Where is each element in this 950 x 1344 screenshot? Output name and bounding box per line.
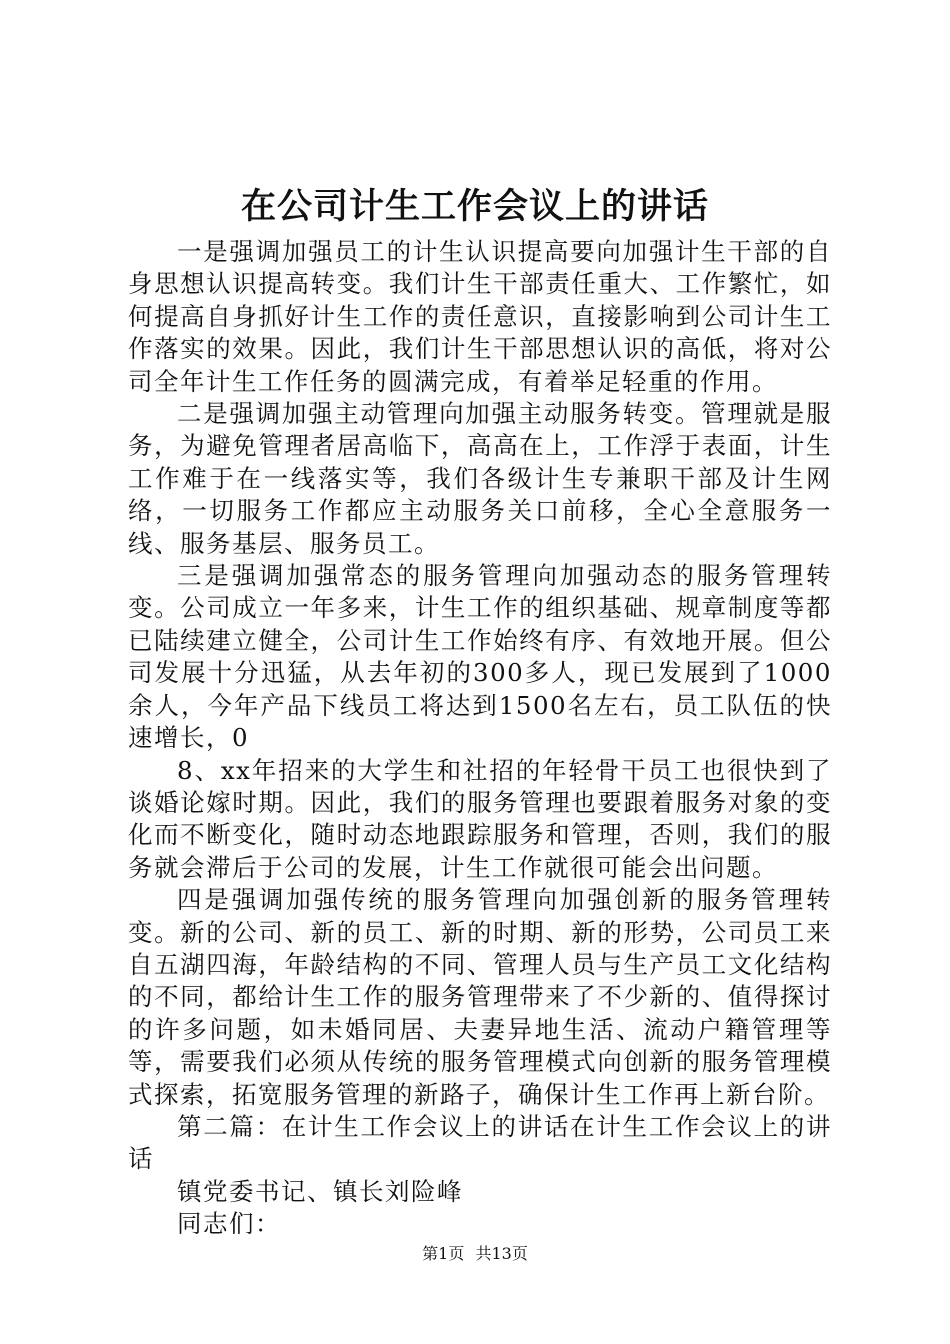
page-number: 第1页: [422, 1244, 465, 1263]
section-heading: 第二篇：在计生工作会议上的讲话在计生工作会议上的讲话: [128, 1111, 832, 1174]
paragraph-1: 一是强调加强员工的计生认识提高要向加强计生干部的自身思想认识提高转变。我们计生干部责任重大、工作繁忙，如何提高自身抓好计生工作的责任意识，直接影响到公司计生工作落实的效果。因此，我们计生干部思想认识的高低，将对公司全年计生工作任务的圆满完成，有着举足轻重的作用。: [128, 237, 832, 396]
document-title: 在公司计生工作会议上的讲话: [240, 186, 709, 227]
paragraph-5: 四是强调加强传统的服务管理向加强创新的服务管理转变。新的公司、新的员工、新的时期、新的形势，公司员工来自五湖四海，年龄结构的不同、管理人员与生产员工文化结构的不同，都给计生工作的服务管理带来了不少新的、值得探讨的许多问题，如未婚同居、夫妻异地生活、流动户籍管理等等，需要我们必须从传统的服务管理模式向创新的服务管理模式探索，拓宽服务管理的新路子，确保计生工作再上新台阶。: [128, 885, 832, 1109]
paragraph-2: 二是强调加强主动管理向加强主动服务转变。管理就是服务，为避免管理者居高临下，高高在上，工作浮于表面，计生工作难于在一线落实等，我们各级计生专兼职干部及计生网络，一切服务工作都应主动服务关口前移，全心全意服务一线、服务基层、服务员工。: [128, 399, 832, 558]
speaker-line: 镇党委书记、镇长刘险峰: [177, 1176, 463, 1206]
page-total: 共13页: [475, 1244, 528, 1263]
paragraph-4: 8、xx年招来的大学生和社招的年轻骨干员工也很快到了谈婚论嫁时期。因此，我们的服务管理也要跟着服务对象的变化而不断变化，随时动态地跟踪服务和管理，否则，我们的服务就会滞后于公司的发展，计生工作就很可能会出问题。: [128, 755, 832, 882]
document-body: [128, 236, 832, 1241]
paragraph-3: 三是强调加强常态的服务管理向加强动态的服务管理转变。公司成立一年多来，计生工作的组织基础、规章制度等都已陆续建立健全，公司计生工作始终有序、有效地开展。但公司发展十分迅猛，从去年初的300多人，现已发展到了1000余人，今年产品下线员工将达到1500名左右，员工队伍的快速增长，0: [128, 561, 832, 753]
salutation: 同志们：: [177, 1209, 281, 1239]
page-footer: [0, 1242, 950, 1266]
